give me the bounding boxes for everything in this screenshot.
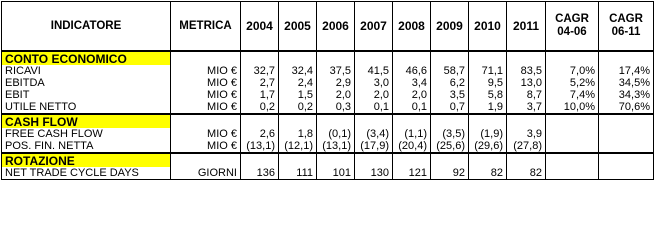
section-header-row [2,51,654,65]
value-cell: 41,5 [355,65,393,77]
section-header-cell [469,114,507,128]
value-cell: 58,7 [431,65,469,77]
header-cagr-line: 06-11 [611,26,641,38]
section-header-cell [546,51,599,65]
value-cell: 2,9 [317,77,355,89]
header-cagr-line: CAGR [609,13,643,25]
value-cell: 82 [507,167,546,180]
value-cell: 8,7 [507,89,546,101]
cagr-cell [546,167,599,180]
value-cell: 37,5 [317,65,355,77]
value-cell: 121 [393,167,431,180]
cagr-cell: 7,4% [546,89,599,101]
value-cell: 6,2 [431,77,469,89]
section-header-cell [393,153,431,167]
row-metric: MIO € [171,140,241,153]
financial-indicators-table [1,1,654,180]
value-cell: 0,2 [279,101,317,114]
value-cell: 82 [469,167,507,180]
header-year: 2011 [507,2,546,52]
row-metric: MIO € [171,101,241,114]
value-cell: 1,8 [279,128,317,140]
header-year: 2009 [431,2,469,52]
value-cell: (27,8) [507,140,546,153]
section-header-cell [546,114,599,128]
value-cell: (13,1) [317,140,355,153]
value-cell: 32,7 [241,65,279,77]
header-cagr-line: 04-06 [557,26,587,38]
row-metric: MIO € [171,89,241,101]
section-header-cell [393,114,431,128]
section-header-cell [469,51,507,65]
value-cell: 2,0 [355,89,393,101]
section-header-cell [507,114,546,128]
cagr-cell: 7,0% [546,65,599,77]
section-title: CONTO ECONOMICO [2,51,171,65]
section-header-cell [431,153,469,167]
cagr-cell: 10,0% [546,101,599,114]
section-header-cell [241,114,279,128]
header-cagr-line: CAGR [555,13,589,25]
value-cell: (12,1) [279,140,317,153]
value-cell: (1,1) [393,128,431,140]
table-row [2,89,654,101]
value-cell: 1,5 [279,89,317,101]
section-header-cell [599,153,654,167]
value-cell: 3,0 [355,77,393,89]
section-header-cell [546,153,599,167]
cagr-cell [599,167,654,180]
table-row [2,65,654,77]
row-metric: MIO € [171,128,241,140]
row-label: UTILE NETTO [2,101,171,114]
value-cell: 3,9 [507,128,546,140]
section-header-cell [599,114,654,128]
section-header-cell [317,51,355,65]
value-cell: 5,8 [469,89,507,101]
value-cell: 1,7 [241,89,279,101]
value-cell: 136 [241,167,279,180]
header-metric: METRICA [171,2,241,52]
cagr-cell [546,140,599,153]
section-title: ROTAZIONE [2,153,171,167]
section-header-cell [279,114,317,128]
section-header-cell [599,51,654,65]
value-cell: (17,9) [355,140,393,153]
table-row [2,140,654,153]
value-cell: 2,6 [241,128,279,140]
table-row [2,101,654,114]
header-cagr-04-06 [546,2,599,52]
cagr-cell [546,128,599,140]
table-body [2,51,654,180]
value-cell: 46,6 [393,65,431,77]
value-cell: (1,9) [469,128,507,140]
cagr-cell [599,140,654,153]
value-cell: 71,1 [469,65,507,77]
section-header-cell [431,114,469,128]
value-cell: 2,0 [317,89,355,101]
value-cell: (13,1) [241,140,279,153]
value-cell: 92 [431,167,469,180]
table-row [2,128,654,140]
value-cell: 32,4 [279,65,317,77]
cagr-cell: 34,5% [599,77,654,89]
section-header-cell [241,153,279,167]
cagr-cell: 5,2% [546,77,599,89]
header-cagr-06-11 [599,2,654,52]
header-year: 2008 [393,2,431,52]
value-cell: 2,7 [241,77,279,89]
value-cell: 0,1 [355,101,393,114]
section-header-cell [171,51,241,65]
row-metric: MIO € [171,77,241,89]
value-cell: 0,1 [393,101,431,114]
value-cell: 3,5 [431,89,469,101]
section-header-row [2,153,654,167]
header-year: 2007 [355,2,393,52]
cagr-cell [599,128,654,140]
value-cell: 111 [279,167,317,180]
value-cell: 9,5 [469,77,507,89]
value-cell: (0,1) [317,128,355,140]
cagr-cell: 34,3% [599,89,654,101]
value-cell: (29,6) [469,140,507,153]
section-title: CASH FLOW [2,114,171,128]
value-cell: 130 [355,167,393,180]
value-cell: 13,0 [507,77,546,89]
table-row [2,167,654,180]
row-label: FREE CASH FLOW [2,128,171,140]
row-label: POS. FIN. NETTA [2,140,171,153]
section-header-cell [431,51,469,65]
section-header-cell [507,153,546,167]
row-label: RICAVI [2,65,171,77]
section-header-cell [355,51,393,65]
table-row [2,77,654,89]
value-cell: (3,4) [355,128,393,140]
value-cell: (25,6) [431,140,469,153]
value-cell: 3,4 [393,77,431,89]
row-metric: MIO € [171,65,241,77]
section-header-cell [171,153,241,167]
value-cell: 1,9 [469,101,507,114]
row-label: EBITDA [2,77,171,89]
section-header-cell [317,114,355,128]
value-cell: 83,5 [507,65,546,77]
section-header-cell [279,153,317,167]
value-cell: 2,0 [393,89,431,101]
row-label: EBIT [2,89,171,101]
section-header-cell [355,114,393,128]
value-cell: 0,7 [431,101,469,114]
row-label: NET TRADE CYCLE DAYS [2,167,171,180]
cagr-cell: 70,6% [599,101,654,114]
value-cell: 0,3 [317,101,355,114]
section-header-cell [317,153,355,167]
value-cell: 3,7 [507,101,546,114]
cagr-cell: 17,4% [599,65,654,77]
section-header-cell [393,51,431,65]
header-row [2,2,654,52]
section-header-row [2,114,654,128]
section-header-cell [241,51,279,65]
section-header-cell [171,114,241,128]
section-header-cell [279,51,317,65]
header-year: 2006 [317,2,355,52]
header-indicator: INDICATORE [2,2,171,52]
header-year: 2004 [241,2,279,52]
value-cell: 2,4 [279,77,317,89]
header-year: 2005 [279,2,317,52]
value-cell: (20,4) [393,140,431,153]
header-year: 2010 [469,2,507,52]
section-header-cell [469,153,507,167]
section-header-cell [355,153,393,167]
section-header-cell [507,51,546,65]
value-cell: 101 [317,167,355,180]
value-cell: 0,2 [241,101,279,114]
row-metric: GIORNI [171,167,241,180]
value-cell: (3,5) [431,128,469,140]
